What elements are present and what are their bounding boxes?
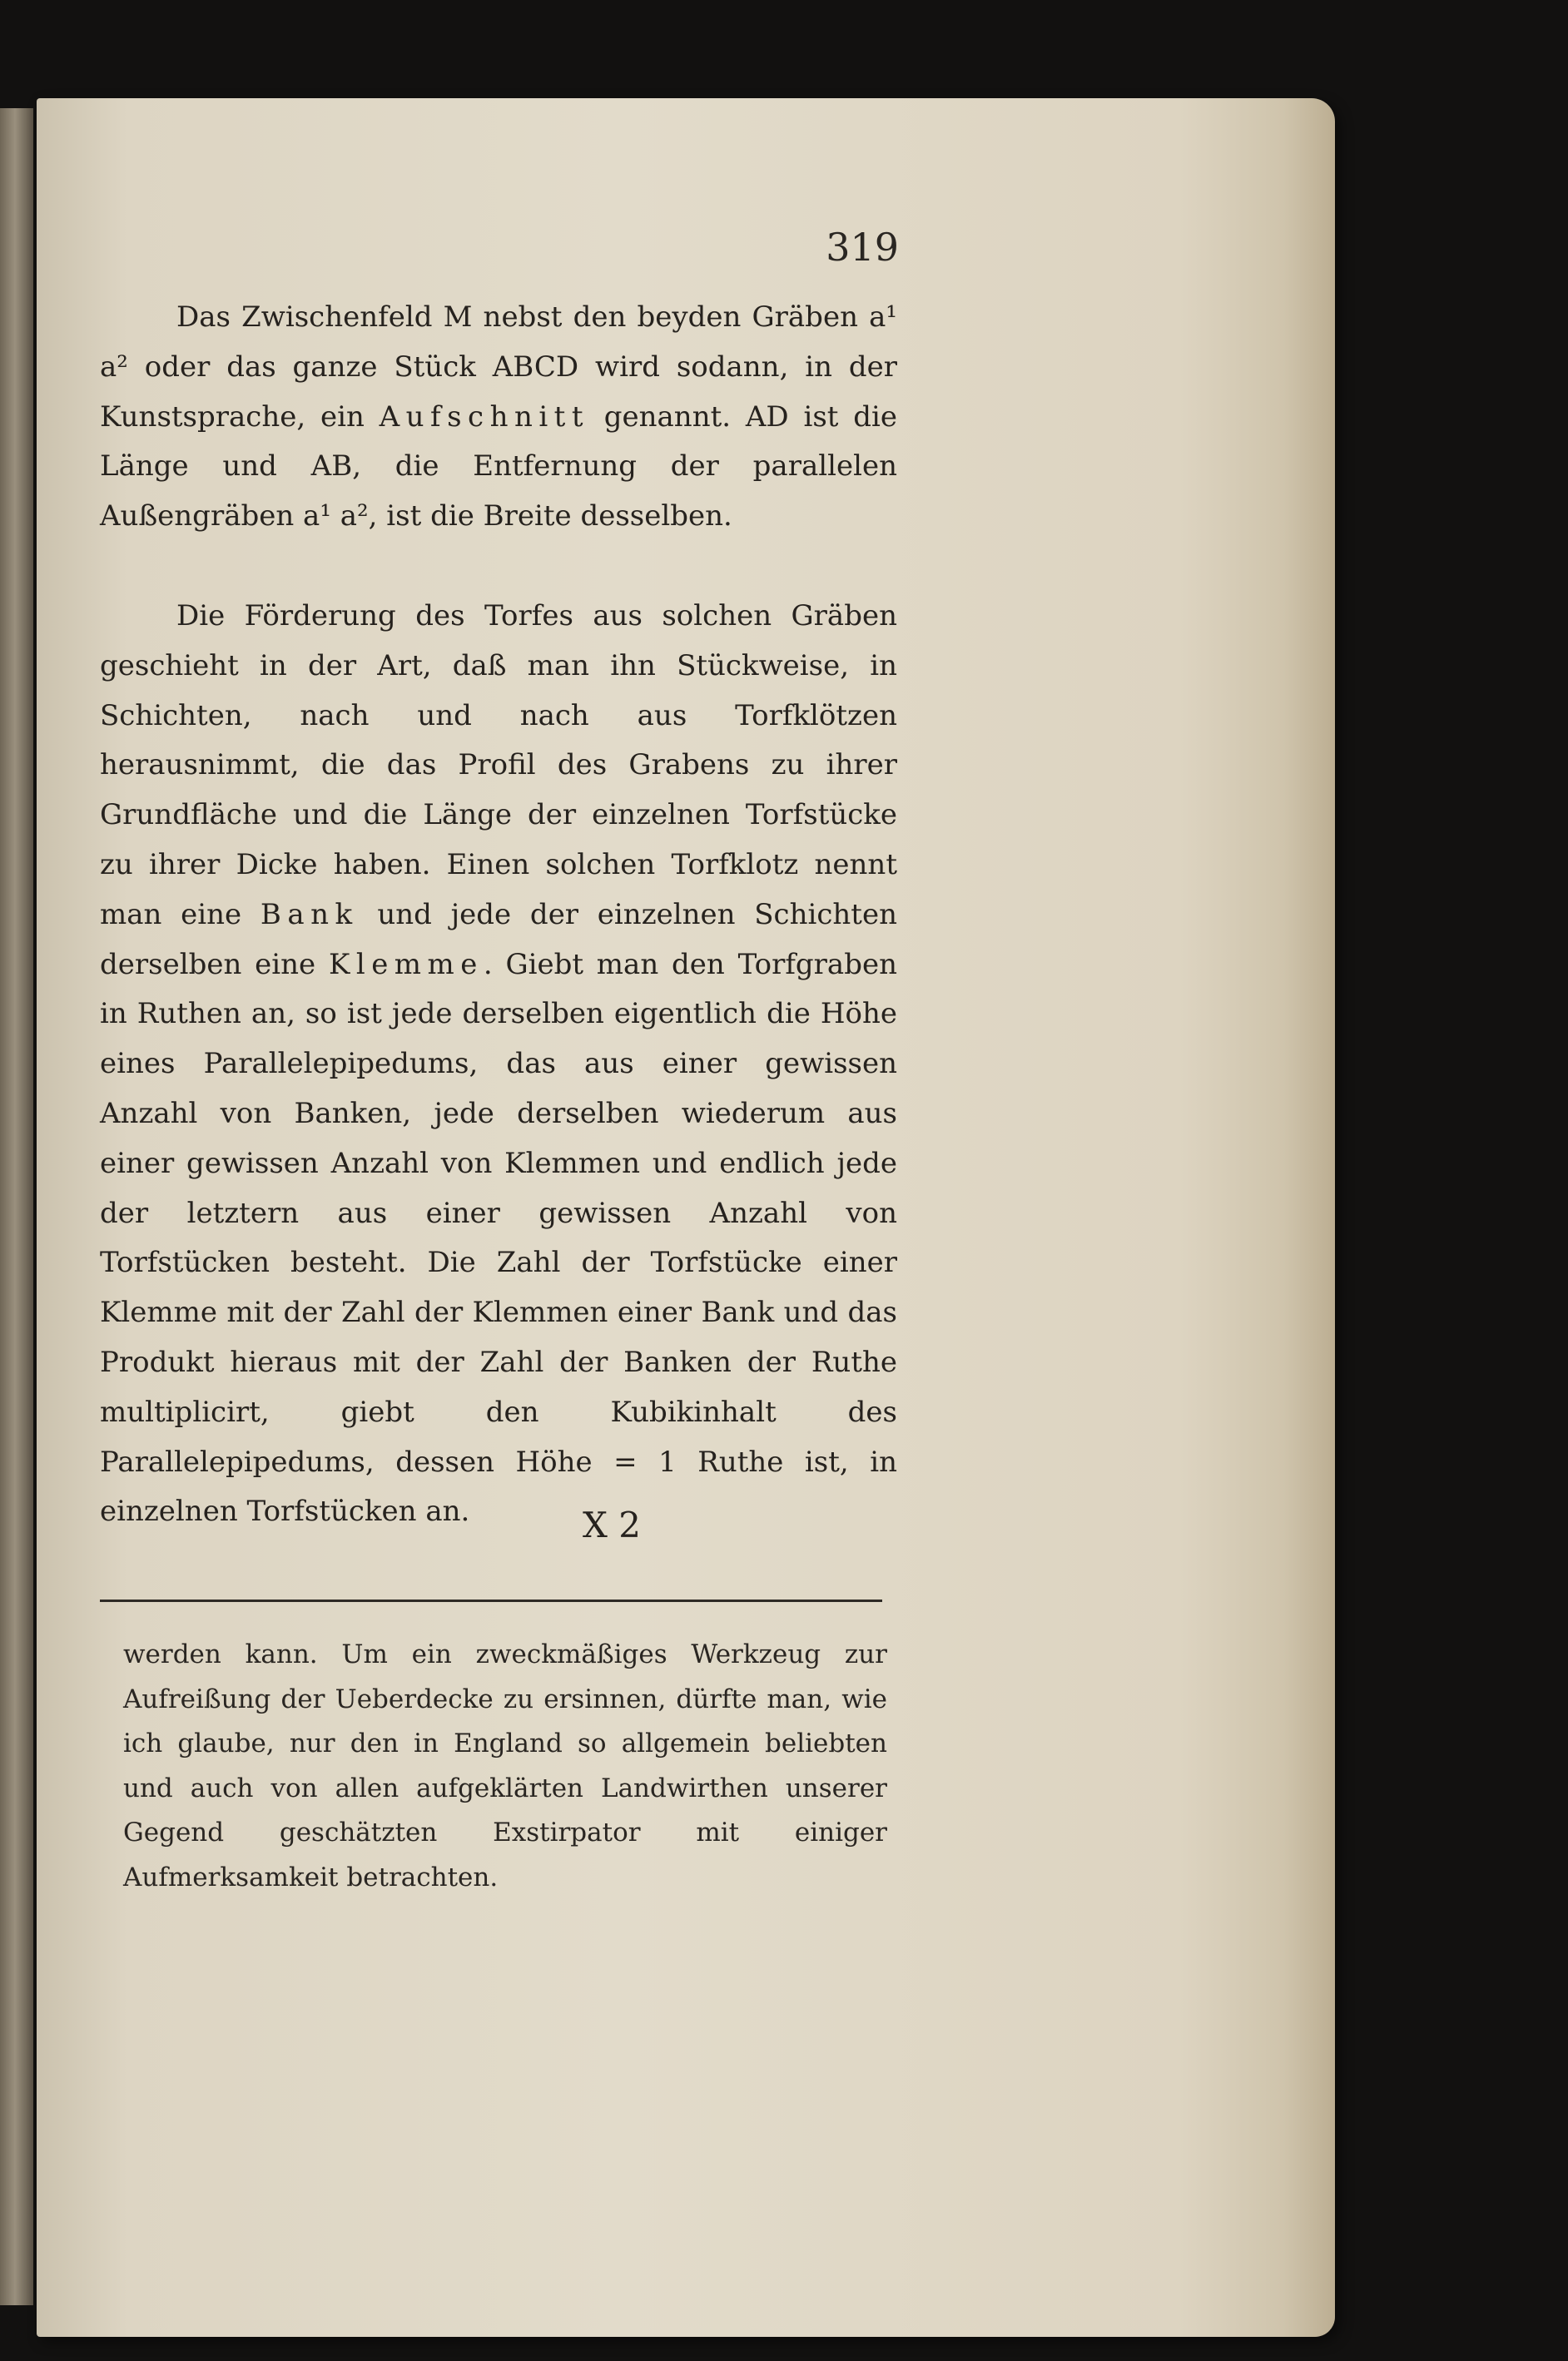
paragraph-2-text-a: Die Förderung des Torfes aus solchen Gräben geschieht in der Art, daß man ihn Stückweise, in Schichten, nach und nach aus Torfklötzen herausnimmt, die das Profil des Grabens zu ihrer Grundfläche und die Länge der einzelnen Torfstücke zu ihrer Dicke haben. Einen solchen Torfklotz nennt man eine [100,598,897,931]
term-klemme: Klemme [328,947,484,981]
footnote-text: werden kann. Um ein zweckmäßiges Werkzeug zur Aufreißung der Ueberdecke zu ersinnen, dürfte man, wie ich glaube, nur den in England so allgemein beliebten und auch von allen aufgeklärten Landwirthen unserer Gegend geschätzten Exstirpator mit einiger Aufmerksamkeit betrachten. [123,1639,887,1892]
paragraph-2-text-b: und jede der einzelnen Schichten derselben eine [100,897,897,981]
main-text [100,293,897,1537]
paragraph-1 [100,293,897,542]
footnote-rule [100,1600,882,1602]
paragraph-2 [100,592,897,1537]
paragraph-1-text-b: genannt. AD ist die Länge und AB, die Entfernung der parallelen Außengräben a¹ a², ist die Breite desselben. [100,399,898,533]
adjacent-page-edge [0,108,33,2305]
paragraph-1-text-a: Das Zwischenfeld M nebst den beyden Gräben a¹ a² oder das ganze Stück ABCD wird sodann, in der Kunstsprache, ein [100,300,897,434]
page-number: 319 [826,225,899,270]
term-bank: Bank [260,897,359,931]
signature-mark: X 2 [583,1505,641,1545]
term-aufschnitt: Aufschnitt [379,399,589,434]
paragraph-2-text-c: . Giebt man den Torfgraben in Ruthen an, so ist jede derselben eigentlich die Höhe eines Parallelepipedums, das aus einer gewissen Anzahl von Banken, jede derselben wiederum aus einer gewissen Anzahl von Klemmen und endlich jede der letztern aus einer gewissen Anzahl von Torfstücken besteht. Die Zahl der Torfstücke einer Klemme mit der Zahl der Klemmen einer Bank und das Produkt hieraus mit der Zahl der Banken der Ruthe multiplicirt, giebt den Kubikinhalt des Parallelepipedums, dessen Höhe = 1 Ruthe ist, in einzelnen Torfstücken an. [100,947,897,1529]
